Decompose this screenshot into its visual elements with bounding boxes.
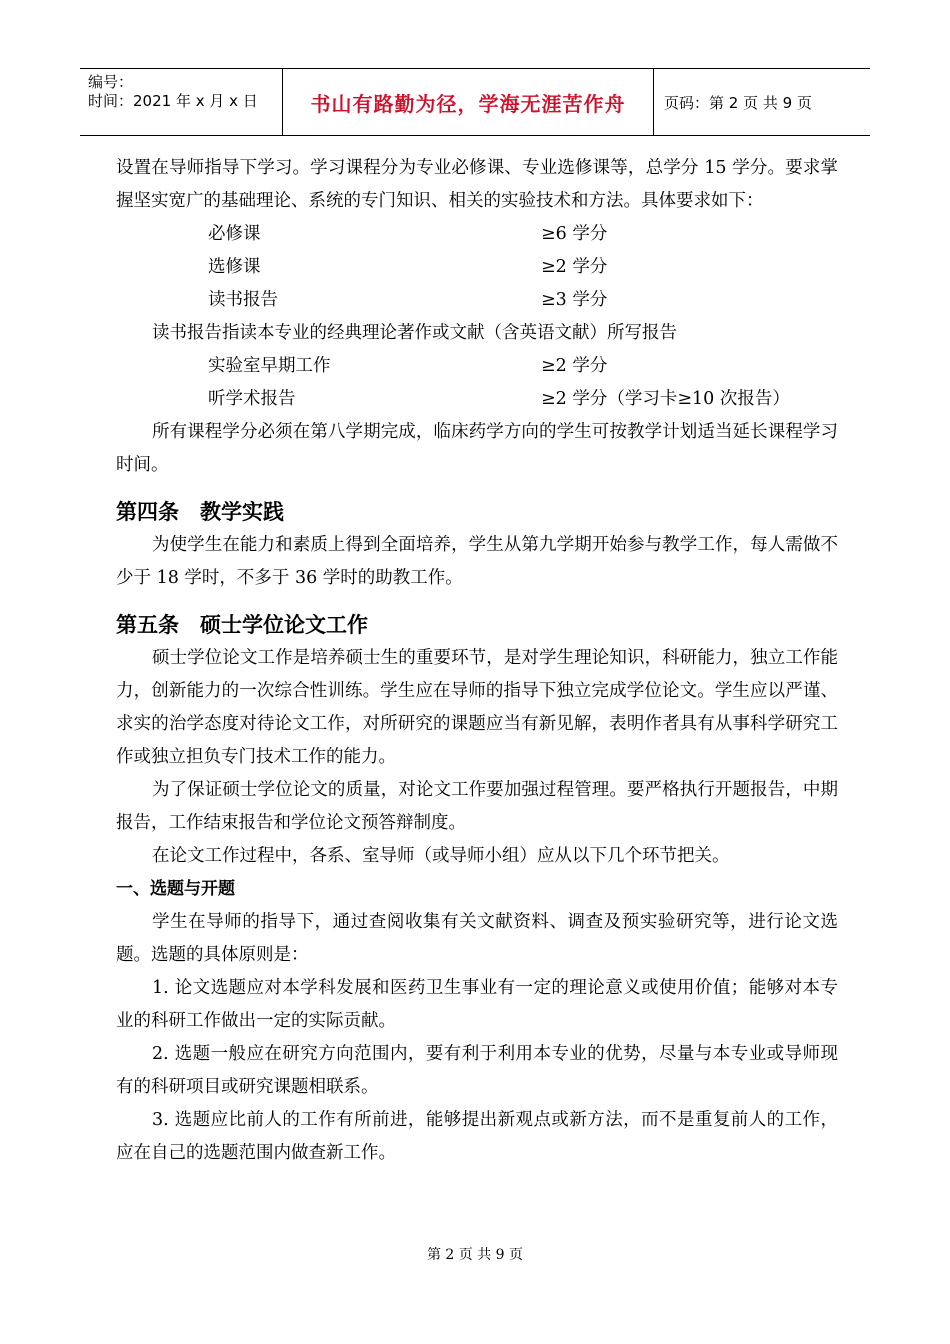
footer-page-number: 第 2 页 共 9 页 <box>426 1247 524 1263</box>
list-item: 2. 选题一般应在研究方向范围内，要有利于利用本专业的优势，尽量与本专业或导师现有的科研项目或研究课题相联系。 <box>116 1044 838 1097</box>
credit-value: ≥2 学分 <box>541 356 608 376</box>
document-body <box>116 152 838 1170</box>
list-item: 1. 论文选题应对本学科发展和医药卫生事业有一定的理论意义或使用价值；能够对本专业的科研工作做出一定的实际贡献。 <box>116 978 838 1031</box>
credit-row <box>116 350 838 383</box>
credit-name: 听学术报告 <box>208 389 296 409</box>
paragraph-intro: 设置在导师指导下学习。学习课程分为专业必修课、专业选修课等，总学分 15 学分。要求掌握坚实宽广的基础理论、系统的专门知识、相关的实验技术和方法。具体要求如下： <box>116 158 838 211</box>
paragraph-teaching-practice: 为使学生在能力和素质上得到全面培养，学生从第九学期开始参与教学工作，每人需做不少于 18 学时，不多于 36 学时的助教工作。 <box>116 535 838 588</box>
heading-article-5: 第五条 硕士学位论文工作 <box>116 613 368 637</box>
credit-name: 读书报告 <box>208 290 278 310</box>
credit-value: ≥3 学分 <box>541 290 608 310</box>
header-page-cell <box>654 69 870 135</box>
paragraph-topic-selection: 学生在导师的指导下，通过查阅收集有关文献资料、调查及预实验研究等，进行论文选题。选题的具体原则是： <box>116 912 838 965</box>
credit-row <box>116 383 838 416</box>
paragraph-thesis-quality: 为了保证硕士学位论文的质量，对论文工作要加强过程管理。要严格执行开题报告，中期报告，工作结束报告和学位论文预答辩制度。 <box>116 780 838 833</box>
header-page-label: 页码：第 2 页 共 9 页 <box>664 93 812 112</box>
header-meta <box>80 69 282 135</box>
page-footer <box>0 1244 950 1264</box>
paragraph-credit-deadline: 所有课程学分必须在第八学期完成，临床药学方向的学生可按教学计划适当延长课程学习时间。 <box>116 422 838 475</box>
credit-name: 实验室早期工作 <box>208 356 331 376</box>
page-header <box>80 68 870 136</box>
credit-value: ≥6 学分 <box>541 224 608 244</box>
credit-name: 选修课 <box>208 257 261 277</box>
header-motto: 书山有路勤为径，学海无涯苦作舟 <box>310 91 626 116</box>
header-motto-cell <box>282 69 654 135</box>
heading-topic-selection: 一、选题与开题 <box>116 879 235 899</box>
reading-report-note: 读书报告指读本专业的经典理论著作或文献（含英语文献）所写报告 <box>152 323 677 343</box>
credit-row <box>116 284 838 317</box>
paragraph-thesis-process: 在论文工作过程中，各系、室导师（或导师小组）应从以下几个环节把关。 <box>152 846 730 866</box>
heading-article-4: 第四条 教学实践 <box>116 500 284 524</box>
code-label: 编号： <box>88 73 134 91</box>
list-item: 3. 选题应比前人的工作有所前进，能够提出新观点或新方法，而不是重复前人的工作，应在自己的选题范围内做查新工作。 <box>116 1110 838 1163</box>
time-label: 时间：2021 年 x 月 x 日 <box>88 92 258 110</box>
credit-name: 必修课 <box>208 224 261 244</box>
credit-value: ≥2 学分（学习卡≥10 次报告） <box>541 389 790 409</box>
paragraph-thesis-intro: 硕士学位论文工作是培养硕士生的重要环节，是对学生理论知识，科研能力，独立工作能力，创新能力的一次综合性训练。学生应在导师的指导下独立完成学位论文。学生应以严谨、求实的治学态度对待论文工作，对所研究的课题应当有新见解，表明作者具有从事科学研究工作或独立担负专门技术工作的能力。 <box>116 648 838 767</box>
credit-row <box>116 218 838 251</box>
credit-row <box>116 251 838 284</box>
credit-value: ≥2 学分 <box>541 257 608 277</box>
